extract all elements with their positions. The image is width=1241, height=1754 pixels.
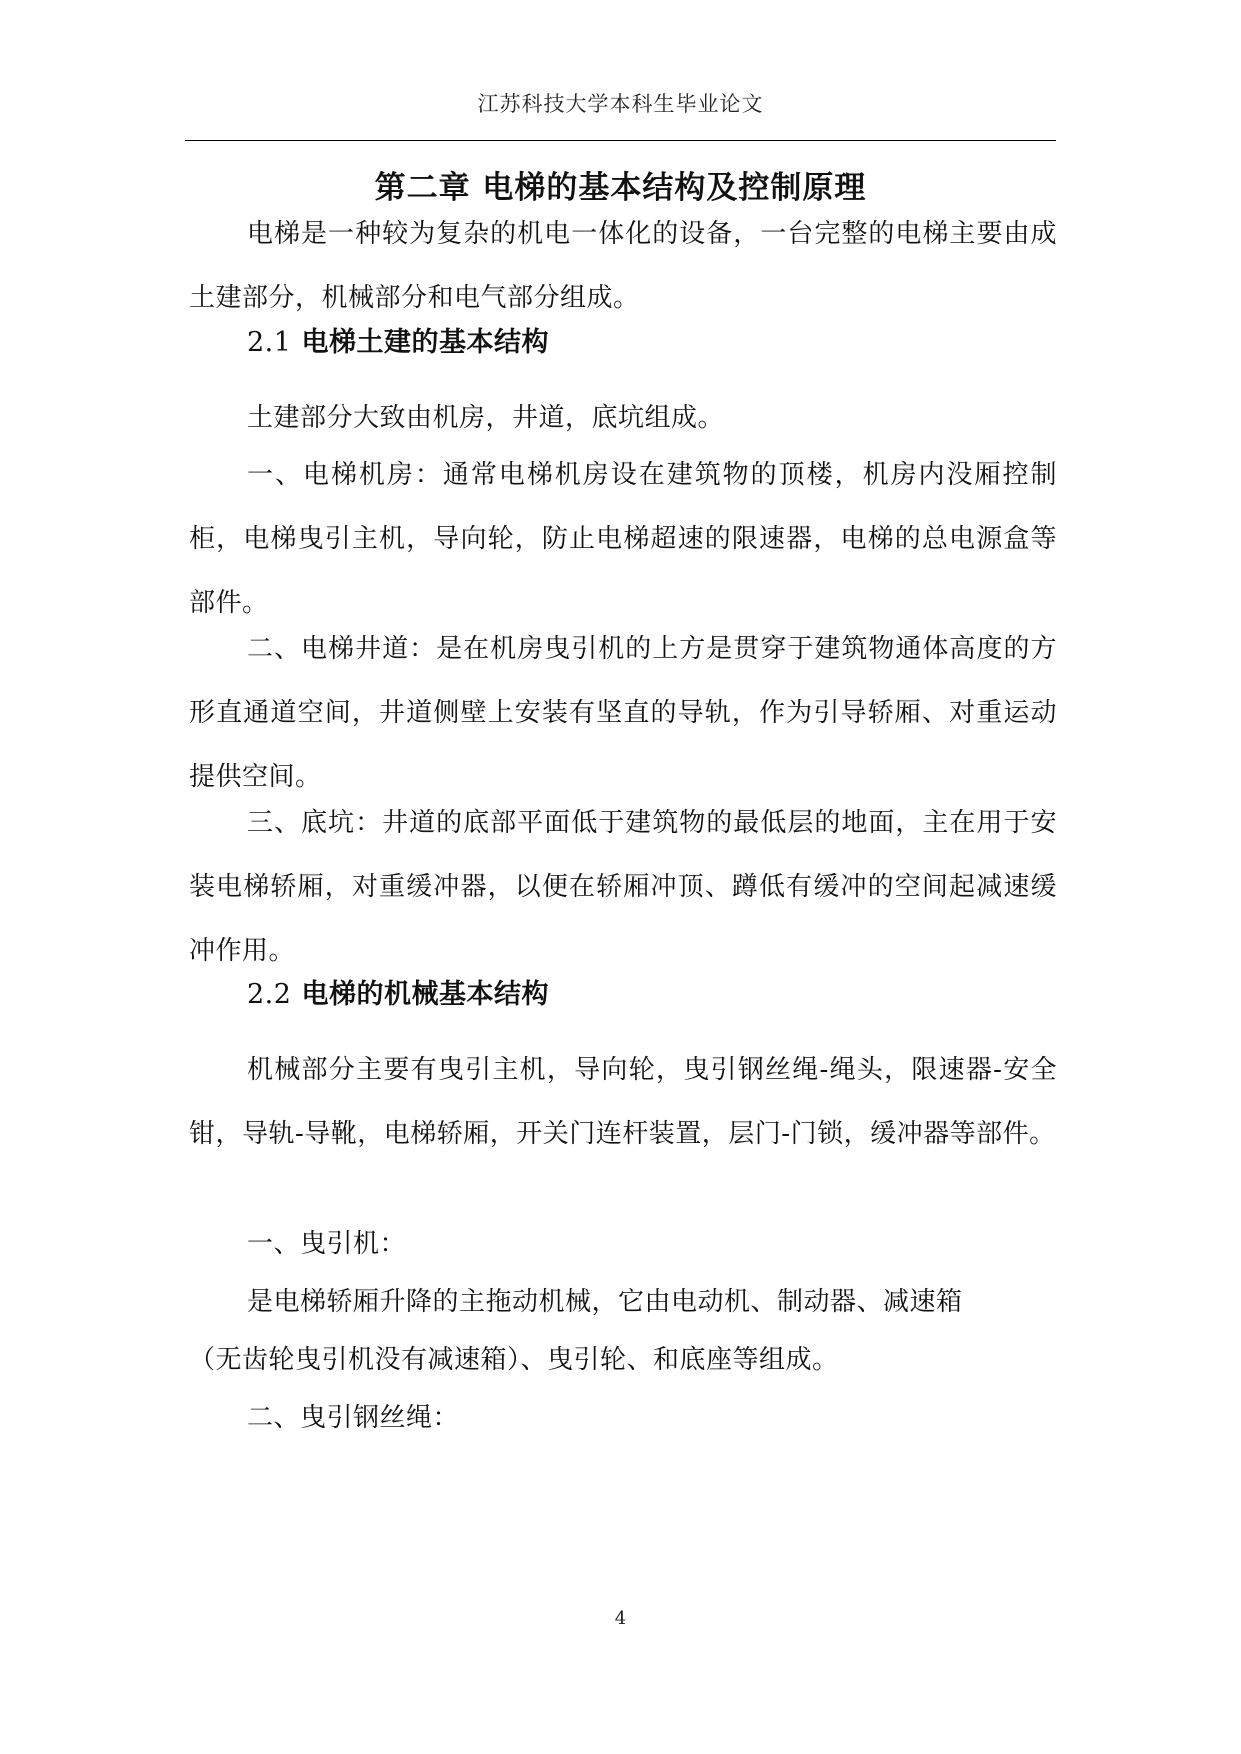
body-paragraph: 机械部分主要有曳引主机，导向轮，曳引钢丝绳-绳头，限速器-安全钳，导轨-导靴，电梯轿厢，开关门连杆装置，层门-门锁，缓冲器等部件。 — [189, 1055, 1057, 1149]
section-number: 2.1 — [247, 327, 292, 358]
page-number: 4 — [614, 1608, 627, 1629]
body-paragraph: 一、曳引机： — [247, 1229, 407, 1259]
section-title: 电梯的机械基本结构 — [301, 979, 549, 1010]
section-heading-2-1 — [247, 320, 549, 359]
body-paragraph: 一、电梯机房：通常电梯机房设在建筑物的顶楼，机房内没厢控制柜，电梯曳引主机，导向轮，防止电梯超速的限速器，电梯的总电源盒等部件。 — [189, 460, 1057, 618]
body-paragraph: 二、曳引钢丝绳： — [247, 1403, 460, 1433]
header-divider — [185, 140, 1056, 141]
chapter-title: 第二章 电梯的基本结构及控制原理 — [374, 170, 867, 206]
section-heading-2-2 — [247, 972, 549, 1011]
section-number: 2.2 — [247, 979, 292, 1010]
running-header: 江苏科技大学本科生毕业论文 — [477, 92, 764, 116]
section-title: 电梯土建的基本结构 — [301, 327, 549, 358]
body-paragraph: 二、电梯井道：是在机房曳引机的上方是贯穿于建筑物通体高度的方形直通道空间，井道侧壁上安装有坚直的导轨，作为引导轿厢、对重运动提供空间。 — [189, 634, 1057, 792]
body-paragraph: 三、底坑：井道的底部平面低于建筑物的最低层的地面，主在用于安装电梯轿厢，对重缓冲器，以便在轿厢冲顶、蹲低有缓冲的空间起减速缓冲作用。 — [189, 808, 1057, 966]
intro-paragraph: 电梯是一种较为复杂的机电一体化的设备，一台完整的电梯主要由成土建部分，机械部分和电气部分组成。 — [189, 219, 1057, 313]
body-paragraph: （无齿轮曳引机没有减速箱）、曳引轮、和底座等组成。 — [189, 1345, 839, 1375]
body-paragraph: 是电梯轿厢升降的主拖动机械，它由电动机、制动器、减速箱 — [247, 1287, 963, 1317]
body-paragraph: 土建部分大致由机房，井道，底坑组成。 — [247, 403, 725, 433]
